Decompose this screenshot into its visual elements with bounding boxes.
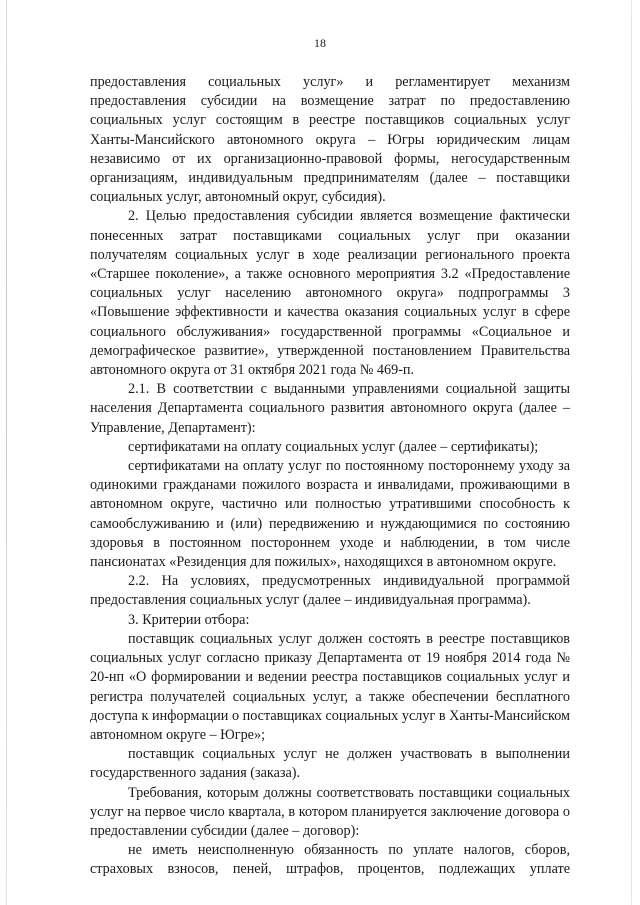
paragraph-criteria-heading: 3. Критерии отбора:	[128, 611, 250, 628]
scan-edge	[6, 0, 7, 905]
page-number: 18	[314, 36, 326, 50]
paragraph-goal: 2. Целью предоставления субсидии является возмещение фактически понесенных затрат поставщиками социальных услуг при оказании получателям социальных услуг в ходе реализации регионального проекта «Старшее поколение», а также основного мероприятия 3.2 «Предоставление социальных услуг населению автономного округа» подпрограммы 3 «Повышение эффективности и качества оказания социальных услуг в сфере социального обслуживания» государственной программы «Социальное и демографическое развитие», утвержденной постановлением Правительства автономного округа от 31 октября 2021 года № 469-п.	[90, 208, 570, 379]
paragraph-requirements: Требования, которым должны соответствовать поставщики социальных услуг на первое число квартала, в котором планируется заключение договора о предоставлении субсидии (далее – договор):	[90, 784, 570, 839]
paragraph-2-2: 2.2. На условиях, предусмотренных индивидуальной программой предоставления социальных услуг (далее – индивидуальная программа).	[90, 573, 570, 609]
paragraph-certificates: сертификатами на оплату социальных услуг (далее – сертификаты);	[128, 438, 539, 455]
document-body	[90, 73, 570, 880]
paragraph-2-1: 2.1. В соответствии с выданными управлениями социальной защиты населения Департамента социального развития автономного округа (далее – Управление, Департамент):	[90, 381, 570, 436]
paragraph-care-certificates: сертификатами на оплату услуг по постоянному постороннему уходу за одинокими гражданами пожилого возраста и инвалидами, проживающими в автономном округе, частично или полностью утратившими способность к самообслуживанию и (или) передвижению и нуждающимися по состоянию здоровья в постоянном постороннем уходе и наблюдении, в том числе пансионатах «Резиденция для пожилых», находящихся в автономном округе.	[90, 458, 570, 571]
paragraph-intro-continued: предоставления социальных услуг» и регламентирует механизм предоставления субсидии на возмещение затрат по предоставлению социальных услуг состоящим в реестре поставщиков социальных услуг Ханты-Мансийского автономного округа – Югры юридическим лицам независимо от их организационно-правовой формы, негосударственным организациям, индивидуальным предпринимателям (далее – поставщики социальных услуг, автономный округ, субсидия).	[90, 74, 570, 206]
scan-edge	[631, 0, 632, 905]
paragraph-no-tax-debt: не иметь неисполненную обязанность по уплате налогов, сборов, страховых взносов, пеней, штрафов, процентов, подлежащих уплате	[90, 842, 570, 878]
paragraph-criterion-state-task: поставщик социальных услуг не должен участвовать в выполнении государственного задания (заказа).	[90, 746, 570, 782]
paragraph-criterion-registry: поставщик социальных услуг должен состоять в реестре поставщиков социальных услуг согласно приказу Департамента от 19 ноября 2014 года № 20-нп «О формировании и ведении реестра поставщиков социальных услуг и регистра получателей социальных услуг, а также обеспечении бесплатного доступа к информации о поставщиках социальных услуг в Ханты-Мансийском автономном округе – Югре»;	[90, 630, 570, 743]
